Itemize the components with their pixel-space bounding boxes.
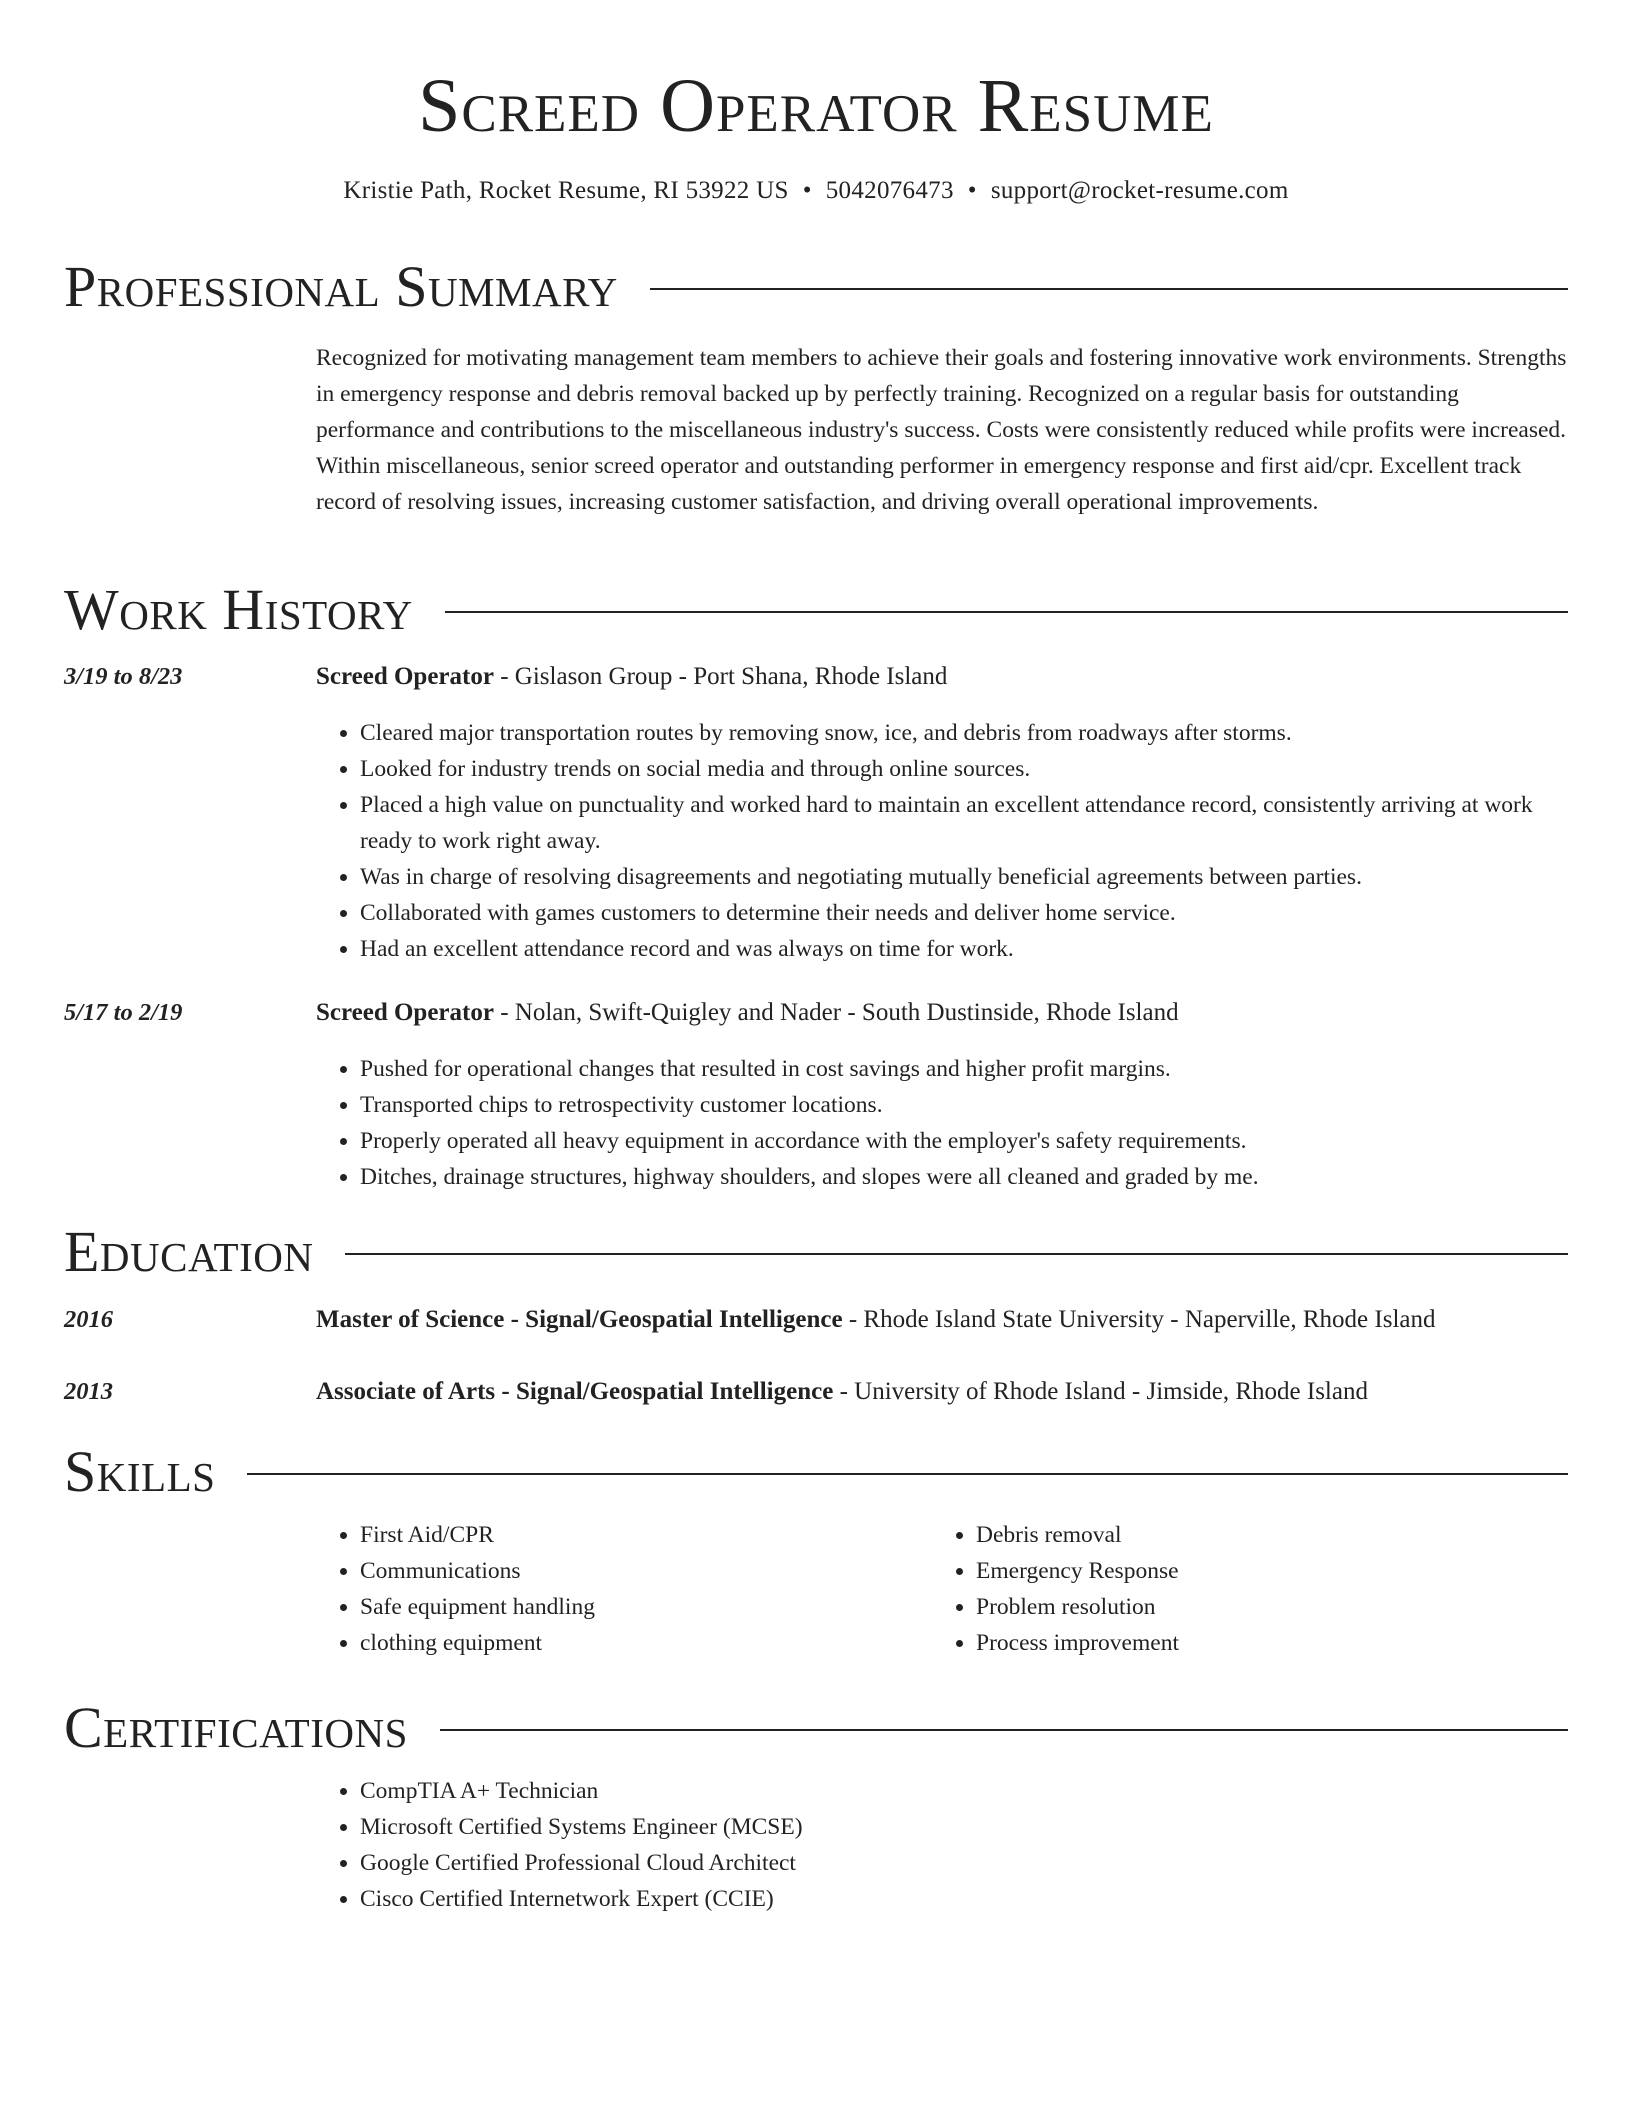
certification-item: • Google Certified Professional Cloud Architect [360,1845,1570,1881]
skill-item: • Emergency Response [976,1553,1562,1589]
section-header-summary [64,255,1568,319]
job-2-role: Screed Operator [316,999,494,1026]
skill-item: • Debris removal [976,1517,1562,1553]
section-header-skills [64,1440,1568,1504]
summary-text: Recognized for motivating management team members to achieve their goals and fostering innovative work environments. Strengths in emergency response and debris removal backed up by perfectly training. Recognized on a regular basis for outstanding performance and contributions to the miscellaneous industry's success. Costs were consistently reduced while profits were increased. Within miscellaneous, senior screed operator and outstanding performer in emergency response and first aid/cpr. Excellent track record of resolving issues, increasing customer satisfaction, and driving overall operational improvements. [316,345,1567,515]
job-1-role: Screed Operator [316,663,494,690]
resume-title: Screed Operator Resume [418,64,1214,148]
contact-phone: 5042076473 [825,177,954,204]
job-1-bullets [316,715,1570,967]
section-title-summary: Professional Summary [64,254,618,319]
education-2-entry [316,1375,1570,1409]
skill-item: • Communications [360,1553,926,1589]
section-divider [345,1253,1568,1255]
certification-item: • Microsoft Certified Systems Engineer (MCSE) [360,1809,1570,1845]
contact-separator: • [802,177,812,204]
job-2-bullet: • Ditches, drainage structures, highway shoulders, and slopes were all cleaned and graded by me. [360,1159,1570,1195]
job-1-bullet: • Collaborated with games customers to determine their needs and deliver home service. [360,895,1570,931]
job-1-bullet: • Looked for industry trends on social media and through online sources. [360,751,1570,787]
job-2-bullet: • Pushed for operational changes that resulted in cost savings and higher profit margins. [360,1051,1570,1087]
education-2-year: 2013 [64,1378,113,1405]
education-2-degree: Associate of Arts - Signal/Geospatial Intelligence [316,1378,834,1405]
education-1-year: 2016 [64,1306,113,1333]
certification-item: • CompTIA A+ Technician [360,1773,1570,1809]
skills-list-right [932,1517,1562,1661]
job-1-bullet: • Was in charge of resolving disagreements and negotiating mutually beneficial agreements between parties. [360,859,1570,895]
section-header-education [64,1220,1568,1284]
skill-item: • Problem resolution [976,1589,1562,1625]
education-2-details: - University of Rhode Island - Jimside, Rhode Island [833,1378,1368,1405]
skill-item: • clothing equipment [360,1625,926,1661]
contact-address: Kristie Path, Rocket Resume, RI 53922 US [343,177,789,204]
section-title-education: Education [64,1219,314,1284]
job-1-dates: 3/19 to 8/23 [64,663,183,690]
education-1-details: - Rhode Island State University - Naperville, Rhode Island [842,1306,1436,1333]
section-title-certifications: Certifications [64,1695,408,1760]
job-1-bullet: • Placed a high value on punctuality and worked hard to maintain an excellent attendance record, consistently arriving at work ready to work right away. [360,787,1570,859]
section-title-work-history: Work History [64,577,413,642]
job-2-bullet: • Properly operated all heavy equipment in accordance with the employer's safety requirements. [360,1123,1570,1159]
job-1-bullet: • Cleared major transportation routes by removing snow, ice, and debris from roadways after storms. [360,715,1570,751]
skills-list-left [316,1517,926,1661]
section-header-certifications [64,1696,1568,1760]
section-divider [445,611,1568,613]
job-1-header [316,660,1570,694]
section-divider [247,1473,1568,1475]
certifications-list [316,1773,1570,1917]
contact-line [0,174,1632,208]
section-divider [650,288,1568,290]
certification-item: • Cisco Certified Internetwork Expert (CCIE) [360,1881,1570,1917]
job-2-header [316,996,1570,1030]
skill-item: • Process improvement [976,1625,1562,1661]
job-2-dates: 5/17 to 2/19 [64,999,183,1026]
job-2-bullet: • Transported chips to retrospectivity customer locations. [360,1087,1570,1123]
contact-separator: • [967,177,977,204]
skill-item: • Safe equipment handling [360,1589,926,1625]
job-1-bullet: • Had an excellent attendance record and was always on time for work. [360,931,1570,967]
contact-email[interactable]: support@rocket-resume.com [990,177,1289,204]
education-1-entry [316,1303,1570,1337]
job-2-details: - Nolan, Swift-Quigley and Nader - South Dustinside, Rhode Island [493,999,1179,1026]
job-2-bullets [316,1051,1570,1195]
section-divider [440,1729,1568,1731]
section-header-work-history [64,578,1568,642]
job-1-details: - Gislason Group - Port Shana, Rhode Island [493,663,948,690]
education-1-degree: Master of Science - Signal/Geospatial Intelligence [316,1306,843,1333]
skill-item: • First Aid/CPR [360,1517,926,1553]
section-title-skills: Skills [64,1439,216,1504]
